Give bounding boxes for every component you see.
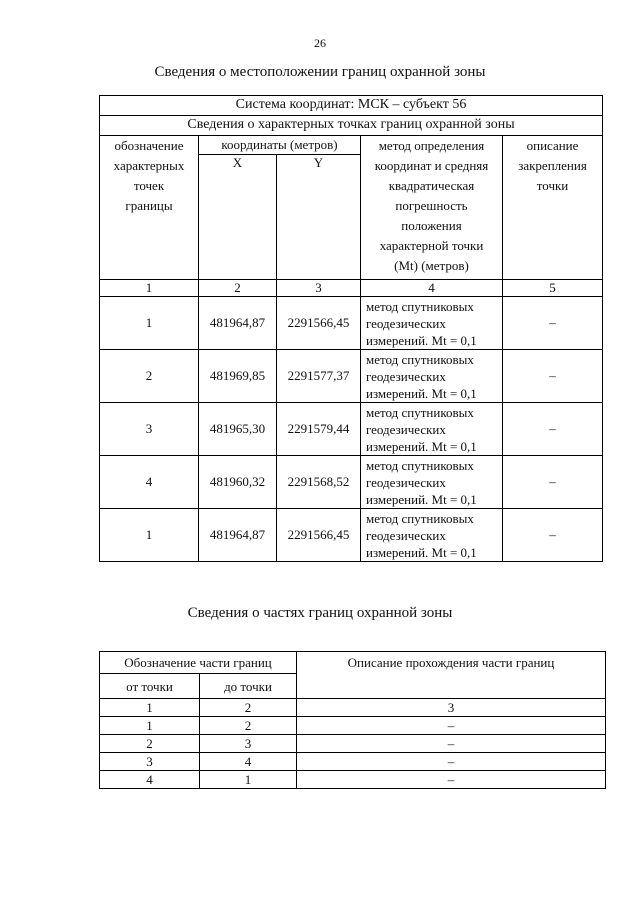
method-line: метод спутниковых <box>366 510 474 526</box>
method-line: метод спутниковых <box>366 298 474 314</box>
header-method-line: (Mt) (метров) <box>394 258 469 273</box>
point-designation: 4 <box>100 456 199 509</box>
method-line: измерений. Mt = 0,1 <box>366 438 477 454</box>
part-to: 1 <box>200 771 297 789</box>
method-line: геодезических <box>366 315 446 331</box>
point-description: – <box>503 509 603 562</box>
column-numbers-row <box>100 280 603 297</box>
point-method <box>361 403 503 456</box>
point-x: 481965,30 <box>199 403 277 456</box>
points-header-cell: Сведения о характерных точках границ охранной зоны <box>100 116 603 136</box>
table-row <box>100 771 606 789</box>
method-line: геодезических <box>366 474 446 490</box>
header-method-line: координат и средняя <box>374 158 489 173</box>
point-description: – <box>503 297 603 350</box>
point-x: 481960,32 <box>199 456 277 509</box>
column-number: 1 <box>100 280 199 297</box>
page-number: 26 <box>314 36 326 50</box>
header-method-line: погрешность <box>395 198 468 213</box>
table-row <box>100 403 603 456</box>
table-row <box>100 735 606 753</box>
column-number: 2 <box>199 280 277 297</box>
header-y: Y <box>277 155 361 280</box>
header-description-line: описание <box>526 138 579 153</box>
column-number: 2 <box>200 699 297 717</box>
part-description: – <box>297 771 606 789</box>
boundary-parts-table <box>99 651 606 789</box>
column-number: 1 <box>100 699 200 717</box>
part-from: 4 <box>100 771 200 789</box>
point-description: – <box>503 403 603 456</box>
header-designation-line: характерных <box>113 158 185 173</box>
part-from: 2 <box>100 735 200 753</box>
point-designation: 3 <box>100 403 199 456</box>
header-designation-line: точек <box>133 178 165 193</box>
table-row <box>100 297 603 350</box>
table-row <box>100 717 606 735</box>
table-row <box>100 350 603 403</box>
method-line: геодезических <box>366 368 446 384</box>
header-designation-line: границы <box>125 198 173 213</box>
part-from: 1 <box>100 717 200 735</box>
point-y: 2291566,45 <box>277 297 361 350</box>
point-method <box>361 350 503 403</box>
header-method <box>361 136 503 280</box>
point-description: – <box>503 350 603 403</box>
method-line: метод спутниковых <box>366 351 474 367</box>
header-part-designation: Обозначение части границ <box>100 652 297 674</box>
point-y: 2291568,52 <box>277 456 361 509</box>
method-line: измерений. Mt = 0,1 <box>366 544 477 560</box>
column-number: 5 <box>503 280 603 297</box>
table-row <box>100 509 603 562</box>
header-designation <box>100 136 199 280</box>
point-y: 2291579,44 <box>277 403 361 456</box>
part-description: – <box>297 735 606 753</box>
column-number: 3 <box>277 280 361 297</box>
point-method <box>361 509 503 562</box>
column-header-row <box>100 136 603 155</box>
part-description: – <box>297 753 606 771</box>
part-to: 3 <box>200 735 297 753</box>
header-description <box>503 136 603 280</box>
header-method-line: характерной точки <box>379 238 484 253</box>
points-header-row <box>100 116 603 136</box>
point-designation: 2 <box>100 350 199 403</box>
point-x: 481964,87 <box>199 297 277 350</box>
section-title-location: Сведения о местоположении границ охранной зоны <box>154 64 486 80</box>
method-line: метод спутниковых <box>366 457 474 473</box>
method-line: метод спутниковых <box>366 404 474 420</box>
header-method-line: квадратическая <box>388 178 475 193</box>
parts-header-row <box>100 652 606 674</box>
header-from-point: от точки <box>100 674 200 699</box>
header-to-point: до точки <box>200 674 297 699</box>
column-number: 3 <box>297 699 606 717</box>
point-x: 481964,87 <box>199 509 277 562</box>
header-description-line: закрепления <box>518 158 587 173</box>
point-y: 2291577,37 <box>277 350 361 403</box>
part-to: 4 <box>200 753 297 771</box>
part-to: 2 <box>200 717 297 735</box>
part-description: – <box>297 717 606 735</box>
point-y: 2291566,45 <box>277 509 361 562</box>
method-line: измерений. Mt = 0,1 <box>366 332 477 348</box>
coord-system-cell: Система координат: МСК – субъект 56 <box>100 96 603 116</box>
method-line: измерений. Mt = 0,1 <box>366 491 477 507</box>
header-method-line: положения <box>401 218 462 233</box>
point-designation: 1 <box>100 509 199 562</box>
point-x: 481969,85 <box>199 350 277 403</box>
section-title-parts: Сведения о частях границ охранной зоны <box>187 605 453 621</box>
point-method <box>361 456 503 509</box>
header-designation-line: обозначение <box>114 138 184 153</box>
coord-system-row <box>100 96 603 116</box>
parts-column-numbers-row <box>100 699 606 717</box>
header-part-description: Описание прохождения части границ <box>297 652 606 699</box>
column-number: 4 <box>361 280 503 297</box>
point-designation: 1 <box>100 297 199 350</box>
point-method <box>361 297 503 350</box>
method-line: геодезических <box>366 527 446 543</box>
table-row <box>100 456 603 509</box>
boundary-points-table <box>99 95 603 562</box>
header-description-line: точки <box>536 178 569 193</box>
header-coordinates: координаты (метров) <box>199 136 361 155</box>
method-line: геодезических <box>366 421 446 437</box>
header-method-line: метод определения <box>378 138 485 153</box>
header-x: X <box>199 155 277 280</box>
method-line: измерений. Mt = 0,1 <box>366 385 477 401</box>
part-from: 3 <box>100 753 200 771</box>
point-description: – <box>503 456 603 509</box>
table-row <box>100 753 606 771</box>
